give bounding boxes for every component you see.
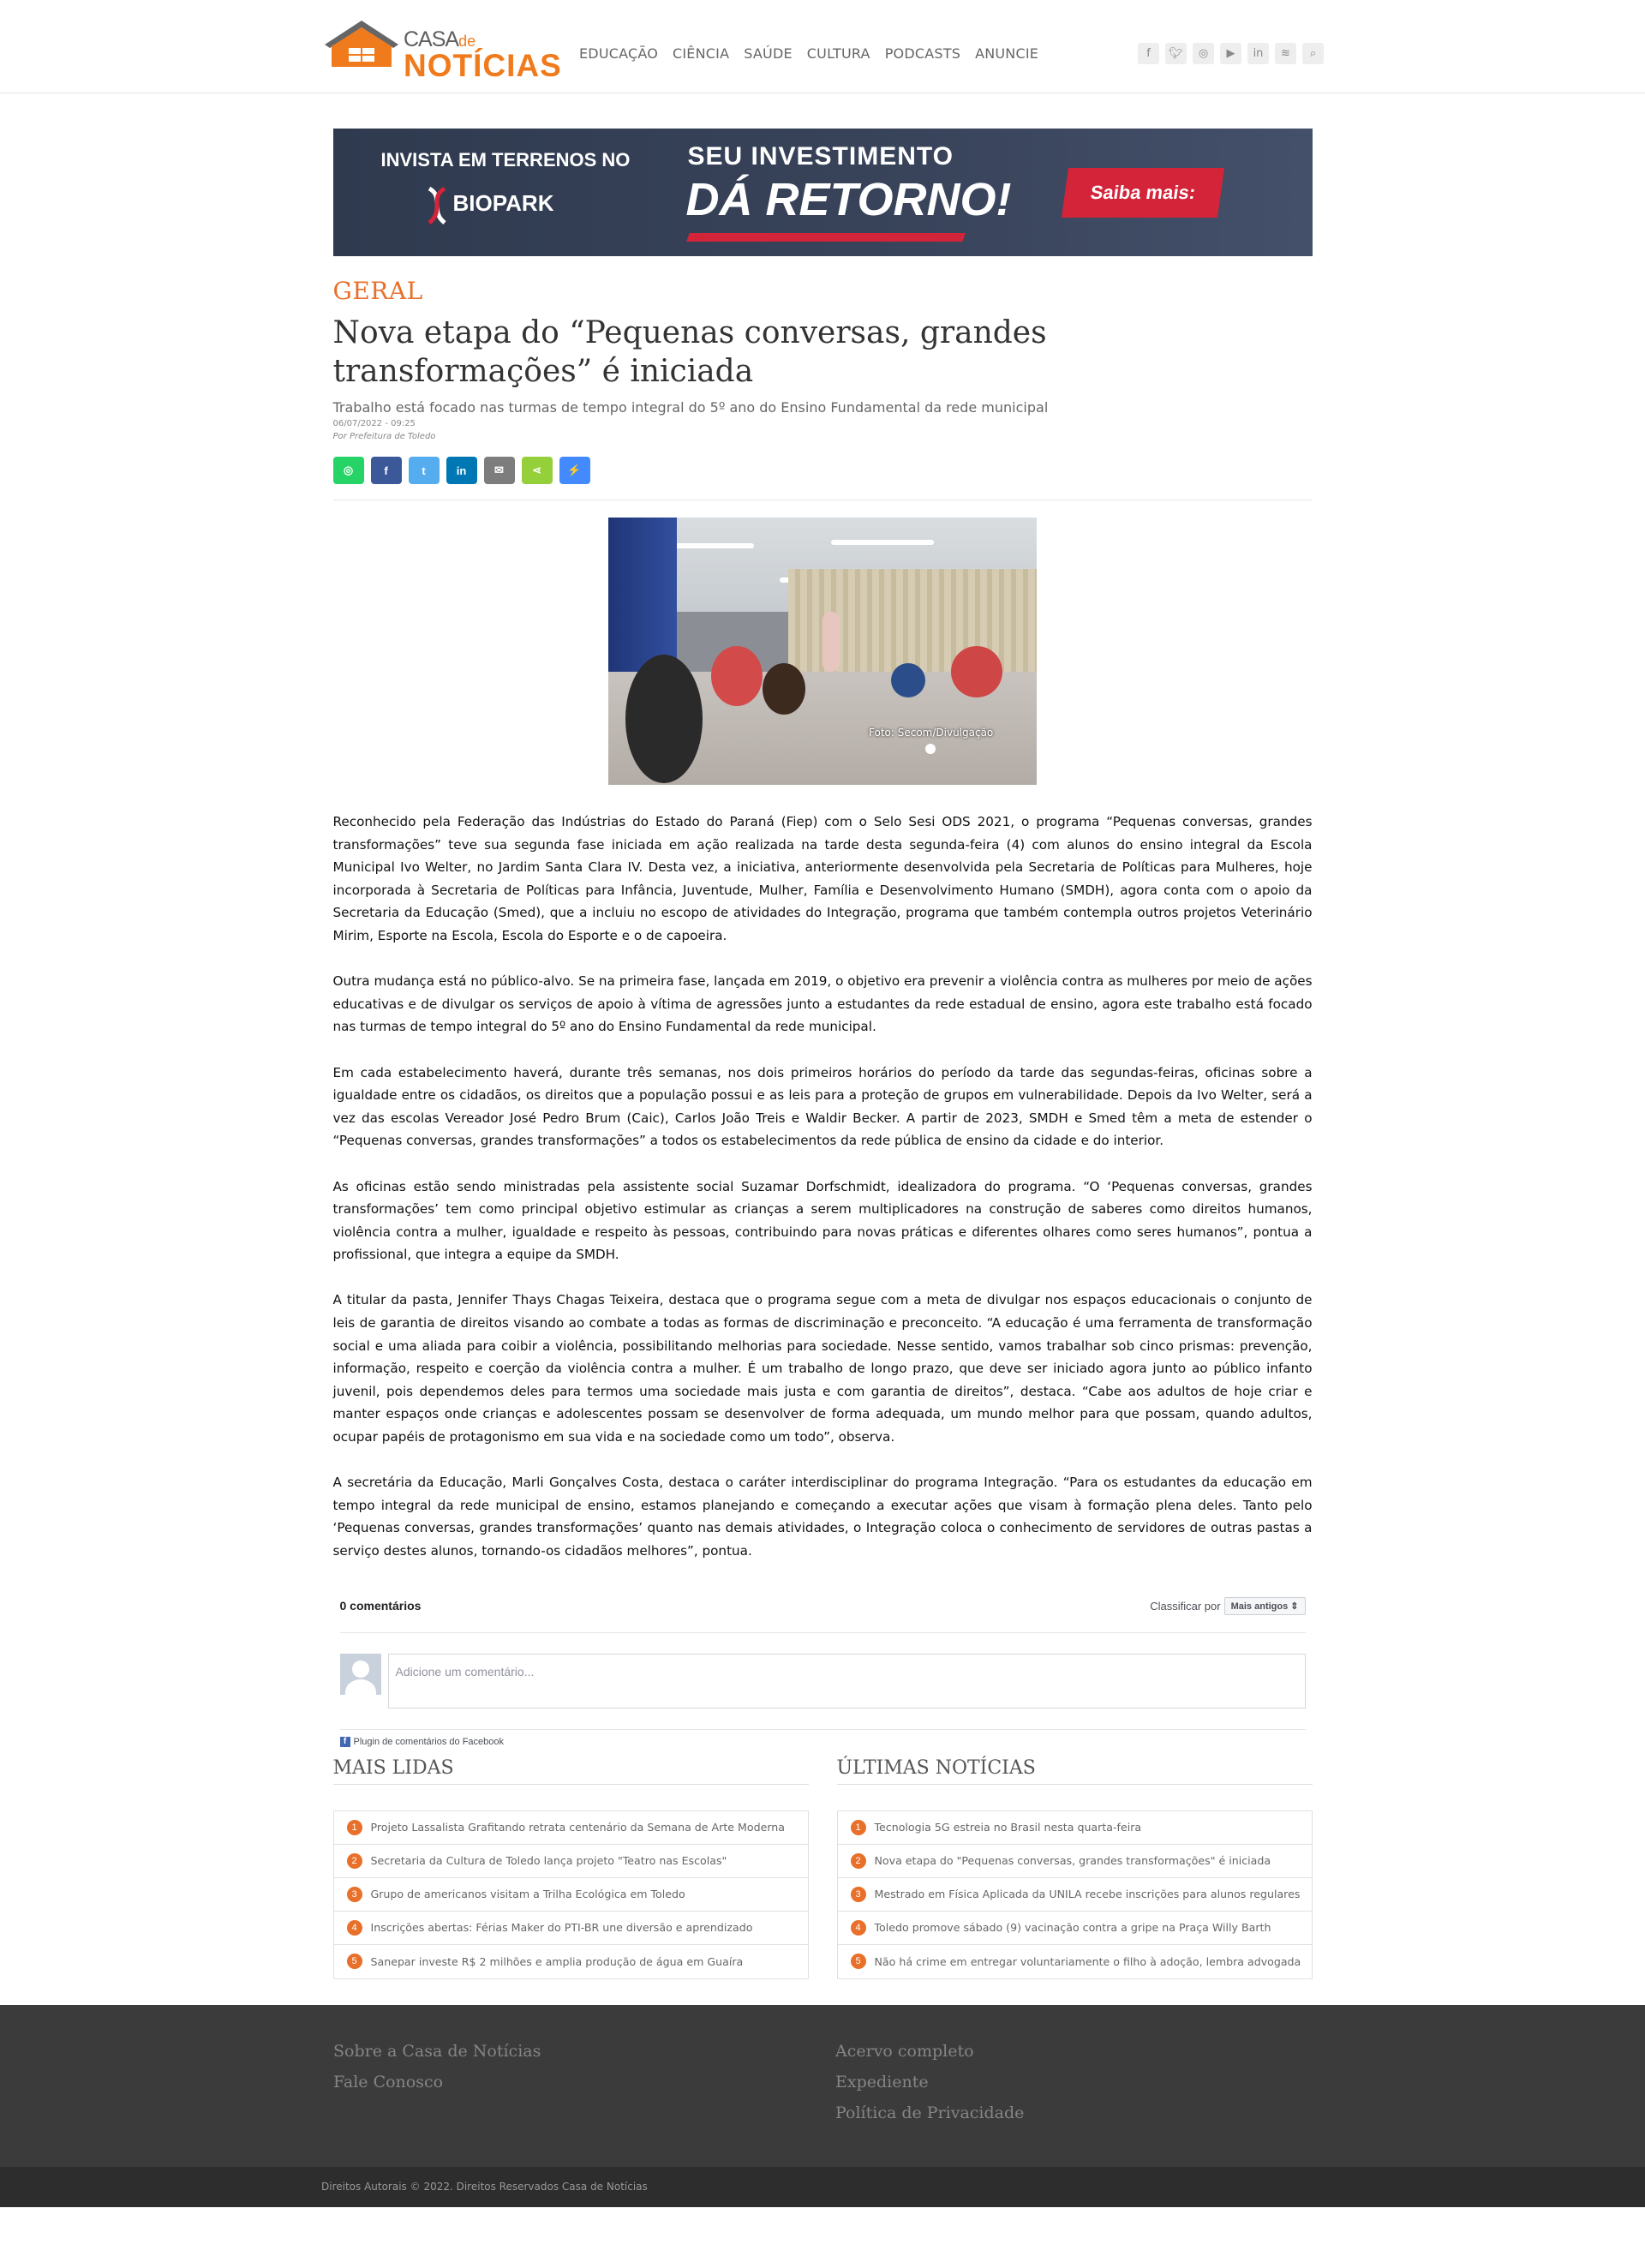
nav-ciencia[interactable]: CIÊNCIA: [673, 45, 730, 62]
list-item-text: Grupo de americanos visitam a Trilha Ecológica em Toledo: [370, 1888, 685, 1901]
banner-line1: INVISTA EM TERRENOS NO: [380, 149, 631, 171]
rank-badge: 3: [347, 1887, 362, 1902]
ultimas-title: ÚLTIMAS NOTÍCIAS: [837, 1757, 1313, 1785]
share-sharethis-icon[interactable]: ⋖: [522, 457, 553, 484]
copyright-text: Direitos Autorais © 2022. Direitos Reservados Casa de Notícias: [321, 2181, 648, 2193]
list-item[interactable]: [838, 1878, 1312, 1912]
comment-sort: [1150, 1597, 1305, 1615]
main-nav: [579, 45, 1038, 62]
article-lists: [333, 1757, 1313, 1979]
rank-badge: 4: [347, 1920, 362, 1936]
comment-count: 0 comentários: [339, 1599, 422, 1613]
facebook-icon: f: [340, 1737, 350, 1747]
article-date: 06/07/2022 - 09:25: [332, 419, 416, 428]
ultimas-list: [837, 1810, 1313, 1979]
logo-casa: CASA: [404, 27, 459, 51]
banner-line3: DÁ RETORNO!: [685, 174, 1012, 225]
youtube-icon[interactable]: ▶: [1220, 43, 1241, 64]
facebook-plugin-link[interactable]: [340, 1737, 1306, 1747]
rank-badge: 4: [851, 1920, 866, 1936]
footer-col-1: [333, 2040, 541, 2102]
facebook-icon[interactable]: f: [1138, 43, 1159, 64]
list-item[interactable]: [334, 1945, 808, 1978]
article-body: [333, 811, 1313, 1563]
rank-badge: 1: [347, 1820, 362, 1835]
social-links: [1138, 43, 1324, 64]
main-content: [333, 129, 1313, 1979]
footer-link-expediente[interactable]: Expediente: [835, 2072, 929, 2091]
nav-podcasts[interactable]: PODCASTS: [884, 45, 961, 62]
article-title: Nova etapa do “Pequenas conversas, grandes transformações” é iniciada: [332, 315, 1047, 389]
photo-student: [625, 655, 703, 783]
copyright-bar: [0, 2167, 1645, 2207]
sort-select[interactable]: [1224, 1597, 1306, 1615]
nav-saude[interactable]: SAÚDE: [744, 45, 793, 62]
rank-badge: 3: [851, 1887, 866, 1902]
list-item[interactable]: [838, 1811, 1312, 1845]
logo-de: de: [458, 33, 476, 50]
photo-student: [951, 646, 1002, 697]
spotify-icon[interactable]: ≋: [1275, 43, 1296, 64]
linkedin-icon[interactable]: in: [1247, 43, 1269, 64]
nav-anuncie[interactable]: ANUNCIE: [975, 45, 1039, 62]
list-item[interactable]: [838, 1912, 1312, 1945]
list-item[interactable]: [334, 1811, 808, 1845]
house-logo-icon: [321, 15, 402, 69]
nav-educacao[interactable]: EDUCAÇÃO: [579, 45, 659, 62]
logo-noticias: NOTÍCIAS: [404, 48, 562, 83]
comments-section: [340, 1597, 1306, 1747]
site-footer: [0, 2005, 1645, 2167]
mais-lidas-list: [333, 1810, 809, 1979]
site-header: [0, 0, 1645, 93]
banner-brand: BIOPARK: [452, 190, 554, 216]
share-facebook-icon[interactable]: f: [371, 457, 402, 484]
photo-light: [831, 540, 934, 545]
footer-link-privacidade[interactable]: Política de Privacidade: [835, 2103, 1025, 2122]
list-item[interactable]: [334, 1845, 808, 1878]
ultimas-noticias: [837, 1757, 1313, 1979]
rank-badge: 2: [851, 1853, 866, 1869]
footer-link-sobre[interactable]: Sobre a Casa de Notícias: [333, 2041, 541, 2061]
article-photo[interactable]: [608, 518, 1037, 785]
rank-badge: 1: [851, 1820, 866, 1835]
rank-badge: 2: [347, 1853, 362, 1869]
rank-badge: 5: [851, 1954, 866, 1969]
comment-input[interactable]: Adicione um comentário...: [388, 1654, 1306, 1708]
carousel-dot[interactable]: [925, 744, 936, 754]
logo-wordmark: [404, 27, 562, 83]
article-category[interactable]: GERAL: [332, 277, 423, 305]
banner-line2: SEU INVESTIMENTO: [687, 142, 954, 171]
share-bar: [333, 457, 1313, 500]
list-item[interactable]: [838, 1845, 1312, 1878]
twitter-icon[interactable]: 🐦︎: [1165, 43, 1187, 64]
photo-student: [891, 663, 925, 697]
mais-lidas-title: MAIS LIDAS: [333, 1757, 809, 1785]
share-linkedin-icon[interactable]: in: [446, 457, 477, 484]
footer-col-2: [835, 2040, 1024, 2133]
avatar: [340, 1654, 381, 1695]
footer-link-acervo[interactable]: Acervo completo: [835, 2041, 974, 2061]
share-email-icon[interactable]: ✉: [484, 457, 515, 484]
list-item-text: Secretaria da Cultura de Toledo lança projeto "Teatro nas Escolas": [370, 1854, 727, 1868]
site-logo[interactable]: [321, 15, 562, 83]
photo-student: [711, 646, 763, 706]
list-item-text: Não há crime em entregar voluntariamente o filho à adoção, lembra advogada: [874, 1954, 1301, 1968]
share-messenger-icon[interactable]: ⚡: [559, 457, 590, 484]
list-item-text: Tecnologia 5G estreia no Brasil nesta quarta-feira: [874, 1821, 1142, 1834]
article-paragraph: Em cada estabelecimento haverá, durante três semanas, nos dois primeiros horários do período da tarde das segundas-feiras, oficinas sobre a igualdade entre os cidadãos, os direitos que a população possui e as leis para a proteção de grupos em vulnerabilidade. Depois da Ivo Welter, será a vez das escolas Vereador José Pedro Brum (Caic), Carlos João Treis e Waldir Becker. A partir de 2023, SMDH e Smed têm a meta de estender o “Pequenas conversas, grandes transformações” a todos os estabelecimentos da rede pública de ensino da cidade e do interior.: [332, 1064, 1313, 1149]
chevron-updown-icon: ⇕: [1290, 1601, 1299, 1612]
list-item-text: Projeto Lassalista Grafitando retrata centenário da Semana de Arte Moderna: [370, 1821, 785, 1834]
article-author: Por Prefeitura de Toledo: [332, 432, 436, 441]
article-subtitle: Trabalho está focado nas turmas de tempo integral do 5º ano do Ensino Fundamental da rede municipal: [332, 399, 1049, 416]
article-paragraph: Outra mudança está no público-alvo. Se na primeira fase, lançada em 2019, o objetivo era prevenir a violência contra as mulheres por meio de ações educativas e de divulgar os serviços de apoio à vítima de agressões junto a estudantes da rede estadual de ensino, agora este trabalho está focado nas turmas de tempo integral do 5º ano do Ensino Fundamental da rede municipal.: [332, 973, 1313, 1035]
list-item-text: Mestrado em Física Aplicada da UNILA recebe inscrições para alunos regulares: [874, 1888, 1301, 1901]
plugin-label: Plugin de comentários do Facebook: [353, 1736, 504, 1747]
list-item[interactable]: [334, 1912, 808, 1945]
banner-cta-button[interactable]: Saiba mais:: [1061, 168, 1223, 218]
article-paragraph: A secretária da Educação, Marli Gonçalves Costa, destaca o caráter interdisciplinar do programa Integração. “Para os estudantes da educação em tempo integral da rede municipal de ensino, estamos planejando e começando a executar ações que visam à formação plena deles. Tanto pelo ‘Pequenas conversas, grandes transformações’ quanto nas demais atividades, o Integração coloca o conhecimento de servidores de outras pastas a serviço destes alunos, tornando-os cidadãos melhores”, pontua.: [332, 1475, 1313, 1559]
comment-compose: [340, 1654, 1306, 1730]
comments-header: [340, 1597, 1306, 1633]
article-paragraph: As oficinas estão sendo ministradas pela assistente social Suzamar Dorfschmidt, idealizadora do programa. “O ‘Pequenas conversas, grandes transformações’ tem como principal objetivo estimular as crianças a serem multiplicadores na construção de saberes como direitos humanos, violência contra a mulher, igualdade e respeito às pessoas, contribuindo para novas práticas e diferentes olhares como seres humanos”, pontua a profissional, que integra a equipe da SMDH.: [332, 1178, 1313, 1263]
list-item-text: Toledo promove sábado (9) vacinação contra a gripe na Praça Willy Barth: [874, 1921, 1271, 1935]
sort-select-value: Mais antigos: [1230, 1601, 1289, 1612]
article-paragraph: Reconhecido pela Federação das Indústrias do Estado do Paraná (Fiep) com o Selo Sesi ODS 2021, o programa “Pequenas conversas, grandes transformações” teve sua segunda fase iniciada em ação realizada na tarde desta segunda-feira (4) com alunos do ensino integral da Escola Municipal Ivo Welter, no Jardim Santa Clara IV. Desta vez, a iniciativa, anteriormente desenvolvida pela Secretaria de Políticas para Mulheres, hoje incorporada à Secretaria de Políticas para Infância, Juventude, Mulher, Família e Desenvolvimento Humano (SMDH), agora conta com o apoio da Secretaria da Educação (Smed), que a incluiu no escopo de atividades do Integração, programa que também contempla outros projetos Veterinário Mirim, Esporte na Escola, Escola do Esporte e o de capoeira.: [332, 814, 1313, 943]
footer-link-contato[interactable]: Fale Conosco: [333, 2072, 444, 2091]
list-item[interactable]: [838, 1945, 1312, 1978]
list-item[interactable]: [334, 1878, 808, 1912]
search-icon[interactable]: ⌕: [1302, 43, 1324, 64]
share-twitter-icon[interactable]: t: [409, 457, 440, 484]
list-item-text: Sanepar investe R$ 2 milhões e amplia produção de água em Guaíra: [370, 1954, 744, 1968]
article-paragraph: A titular da pasta, Jennifer Thays Chagas Teixeira, destaca que o programa segue com a meta de divulgar nos espaços educacionais o conjunto de leis de garantia de direitos visando ao combate a todas as formas de discriminação e preconceito. “A educação é uma ferramenta de transformação social e uma aliada para coibir a violência, possibilitando melhorias para sociedade. Nesse sentido, vamos trabalhar sob cinco prismas: prevenção, informação, respeito e coerção da violência contra a mulher. É um trabalho de longo prazo, que deve ser iniciado agora junto ao público infanto juvenil, pois dependemos deles para termos uma sociedade mais justa e com garantia de direitos”, destaca. “Cabe aos adultos de hoje criar e manter espaços onde crianças e adolescentes possam se desenvolver de forma adequada, um mundo melhor para que possam, quando adultos, ocupar papéis de protagonismo em sua vida e na sociedade como um todo”, observa.: [332, 1292, 1313, 1445]
share-whatsapp-icon[interactable]: ◎: [333, 457, 364, 484]
list-item-text: Inscrições abertas: Férias Maker do PTI-BR une diversão e aprendizado: [370, 1921, 753, 1935]
whatsapp-icon[interactable]: ◎: [1193, 43, 1214, 64]
ad-banner[interactable]: [333, 129, 1313, 256]
nav-cultura[interactable]: CULTURA: [806, 45, 870, 62]
sort-label: Classificar por: [1150, 1599, 1221, 1613]
list-item-text: Nova etapa do "Pequenas conversas, grandes transformações" é iniciada: [874, 1854, 1271, 1868]
banner-underline: [686, 233, 966, 242]
mais-lidas: [333, 1757, 809, 1979]
dna-icon: [424, 185, 450, 226]
photo-teacher: [822, 612, 840, 672]
photo-caption: Foto: Secom/Divulgação: [869, 727, 994, 739]
rank-badge: 5: [347, 1954, 362, 1969]
photo-student: [763, 663, 805, 715]
